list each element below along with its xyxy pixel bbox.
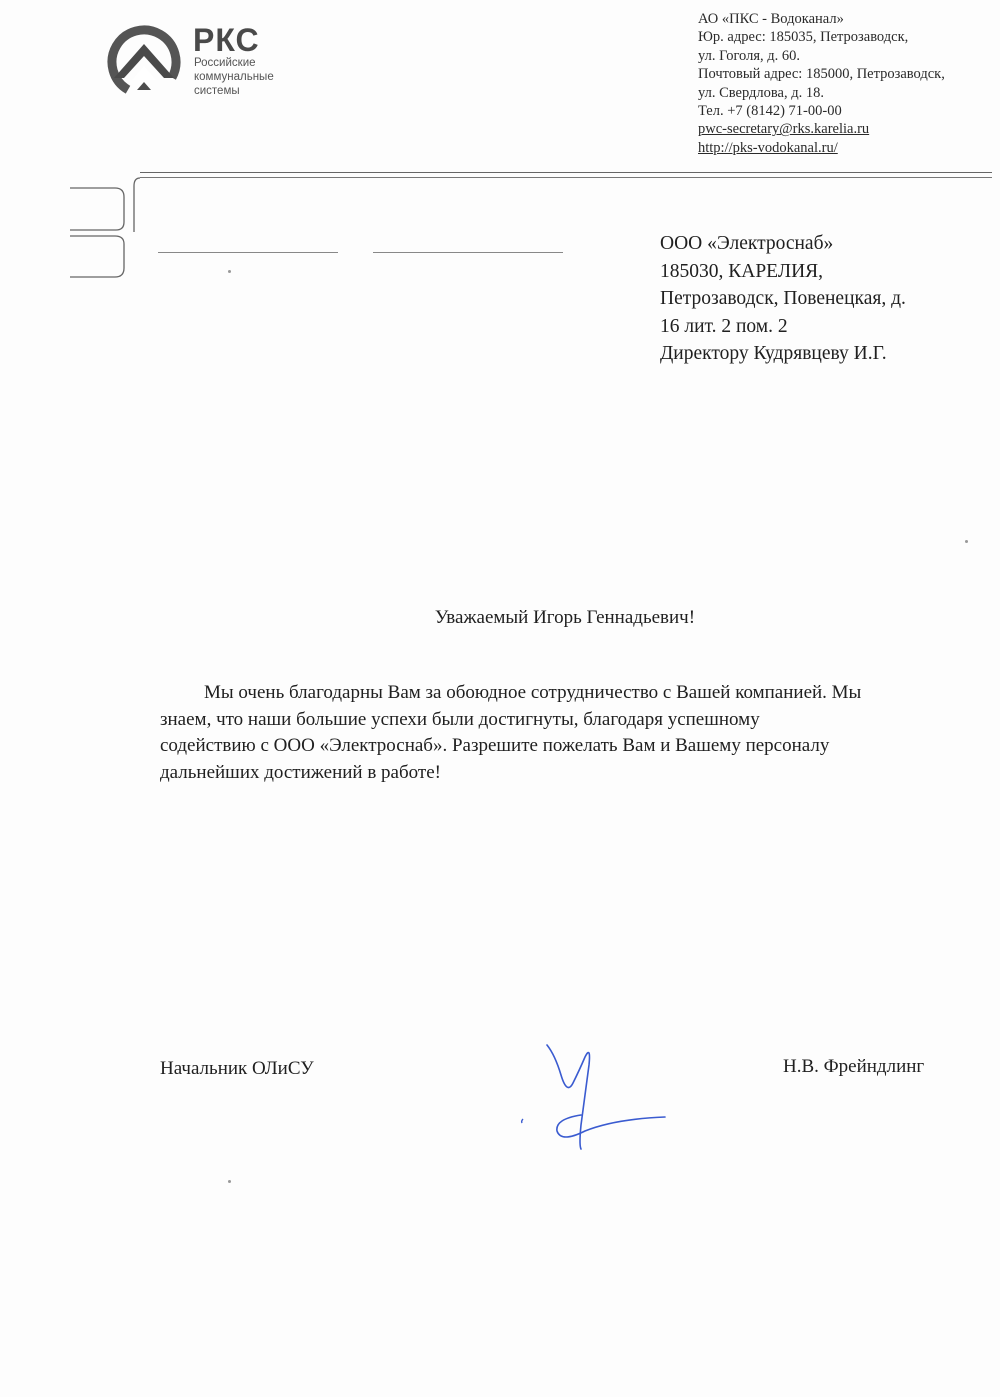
company-phone: Тел. +7 (8142) 71-00-00: [698, 103, 842, 120]
company-website-link[interactable]: http://pks-vodokanal.ru/: [698, 139, 838, 156]
scan-speck: [228, 270, 231, 273]
header-rule: [140, 177, 992, 178]
recipient-line: Петрозаводск, Повенецкая, д.: [660, 288, 906, 309]
legal-address: Юр. адрес: 185035, Петрозаводск,: [698, 29, 909, 46]
recipient-line: 185030, КАРЕЛИЯ,: [660, 260, 824, 282]
recipient-line: 16 лит. 2 пом. 2: [660, 315, 788, 337]
recipient-block: [660, 230, 906, 368]
postal-address: ул. Свердлова, д. 18.: [698, 84, 824, 101]
letter-greeting: Уважаемый Игорь Геннадьевич!: [434, 607, 696, 628]
company-logo: [100, 22, 320, 102]
header-rule: [140, 172, 992, 173]
logo-subtitle-line: коммунальные: [194, 71, 274, 83]
logo-subtitle-line: системы: [194, 85, 240, 97]
body-line: Мы очень благодарны Вам за обоюдное сотрудничество с Вашей компанией. Мы: [204, 682, 862, 703]
body-line: содействию с ООО «Электроснаб». Разрешите пожелать Вам и Вашему персоналу: [160, 735, 830, 756]
body-line: знаем, что наши большие успехи были достигнуты, благодаря успешному: [160, 708, 760, 730]
date-blank-line: [158, 252, 338, 253]
bracket-mark-icon: [60, 172, 150, 282]
logo-subtitle-line: Российские: [194, 57, 256, 69]
company-contacts: [698, 10, 988, 157]
number-blank-line: [373, 252, 563, 253]
signatory-name: Н.В. Фрейндлинг: [783, 1056, 925, 1077]
logo-title: РКС: [193, 22, 260, 58]
recipient-line: Директору Кудрявцеву И.Г.: [660, 343, 887, 364]
company-name: АО «ПКС - Водоканал»: [698, 11, 844, 27]
letter-body: [160, 680, 970, 786]
body-line: дальнейших достижений в работе!: [160, 761, 441, 783]
signatory-title: Начальник ОЛиСУ: [160, 1058, 314, 1079]
logo-mark-icon: [100, 22, 190, 102]
company-email-link[interactable]: pwc-secretary@rks.karelia.ru: [698, 121, 870, 138]
scan-speck: [228, 1180, 231, 1183]
recipient-line: ООО «Электроснаб»: [660, 233, 834, 254]
postal-address: Почтовый адрес: 185000, Петрозаводск,: [698, 66, 945, 83]
scan-speck: [965, 540, 968, 543]
handwritten-signature-icon: [515, 1035, 685, 1155]
legal-address: ул. Гоголя, д. 60.: [698, 47, 801, 64]
